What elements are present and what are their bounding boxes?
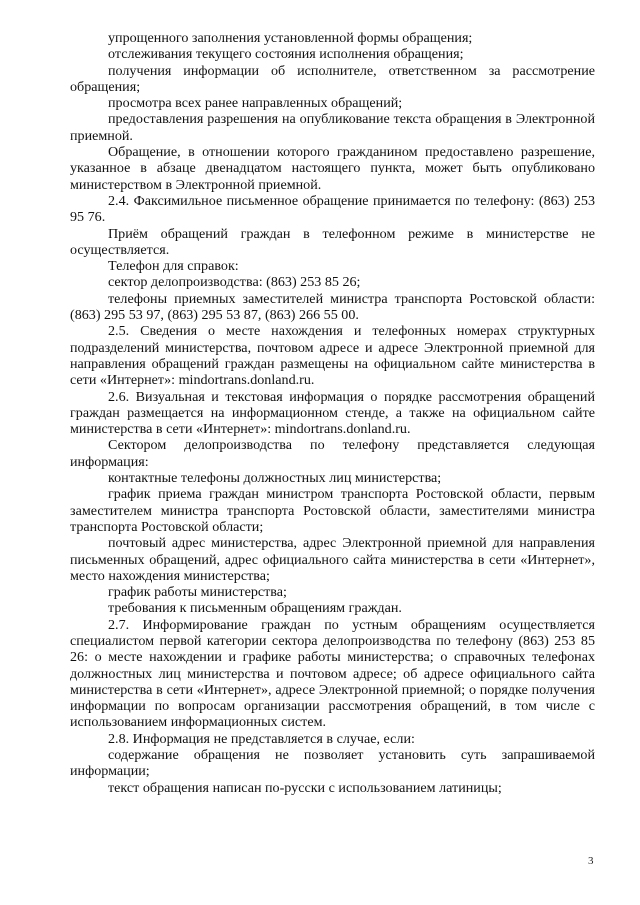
paragraph: 2.6. Визуальная и текстовая информация о порядке рассмотрения обращений граждан размещается на информационном стенде, а также на официальном сайте министерства в сети «Интернет»: mindortrans.donland.ru. xyxy=(70,388,595,438)
paragraph: сектор делопроизводства: (863) 253 85 26; xyxy=(108,274,361,291)
paragraph: 2.8. Информация не представляется в случае, если: xyxy=(108,730,415,747)
paragraph: требования к письменным обращениям граждан. xyxy=(108,600,402,617)
paragraph: текст обращения написан по-русски с использованием латиницы; xyxy=(108,779,502,796)
document-page xyxy=(70,30,595,796)
paragraph: 2.7. Информирование граждан по устным обращениям осуществляется специалистом первой категории сектора делопроизводства по телефону (863) 253 85 26: о месте нахождении и графике работы министерства; о справочных телефонах должностных лиц министерства и почтовом адресе; об адресе официального сайта министерства в сети «Интернет», адресе Электронной приемной; о порядке получения информации по вопросам организации рассмотрения обращений, в том числе с использованием информационных систем. xyxy=(70,616,595,731)
paragraph: почтовый адрес министерства, адрес Электронной приемной для направления письменных обращений, адрес официального сайта министерства в сети «Интернет», место нахождения министерства; xyxy=(70,535,595,584)
paragraph: 2.5. Сведения о месте нахождения и телефонных номерах структурных подразделений министерства, почтовом адресе и адресе Электронной приемной для направления обращений граждан размещены на официальном сайте министерства в сети «Интернет»: mindortrans.donland.ru. xyxy=(70,323,595,389)
page-number: 3 xyxy=(588,855,594,867)
paragraph: график работы министерства; xyxy=(108,584,287,601)
paragraph: Приём обращений граждан в телефонном режиме в министерстве не осуществляется. xyxy=(70,225,595,258)
paragraph: предоставления разрешения на опубликование текста обращения в Электронной приемной. xyxy=(70,111,595,144)
paragraph: просмотра всех ранее направленных обращений; xyxy=(108,95,403,112)
paragraph: упрощенного заполнения установленной формы обращения; xyxy=(108,30,473,46)
paragraph: Обращение, в отношении которого гражданином предоставлено разрешение, указанное в абзаце двенадцатом настоящего пункта, может быть опубликовано министерством в Электронной приемной. xyxy=(70,144,595,193)
paragraph: 2.4. Факсимильное письменное обращение принимается по телефону: (863) 253 95 76. xyxy=(70,192,595,226)
paragraph: Сектором делопроизводства по телефону представляется следующая информация: xyxy=(70,437,595,470)
paragraph: отслеживания текущего состояния исполнения обращения; xyxy=(108,46,464,63)
paragraph: телефоны приемных заместителей министра транспорта Ростовской области: (863) 295 53 97, (863) 295 53 87, (863) 266 55 00. xyxy=(70,290,595,324)
paragraph: график приема граждан министром транспорта Ростовской области, первым заместителем министра транспорта Ростовской области, заместителями министра транспорта Ростовской области; xyxy=(70,486,595,535)
paragraph: получения информации об исполнителе, ответственном за рассмотрение обращения; xyxy=(70,62,595,95)
paragraph: Телефон для справок: xyxy=(108,258,239,275)
paragraph: содержание обращения не позволяет установить суть запрашиваемой информации; xyxy=(70,747,595,780)
paragraph: контактные телефоны должностных лиц министерства; xyxy=(108,470,442,487)
